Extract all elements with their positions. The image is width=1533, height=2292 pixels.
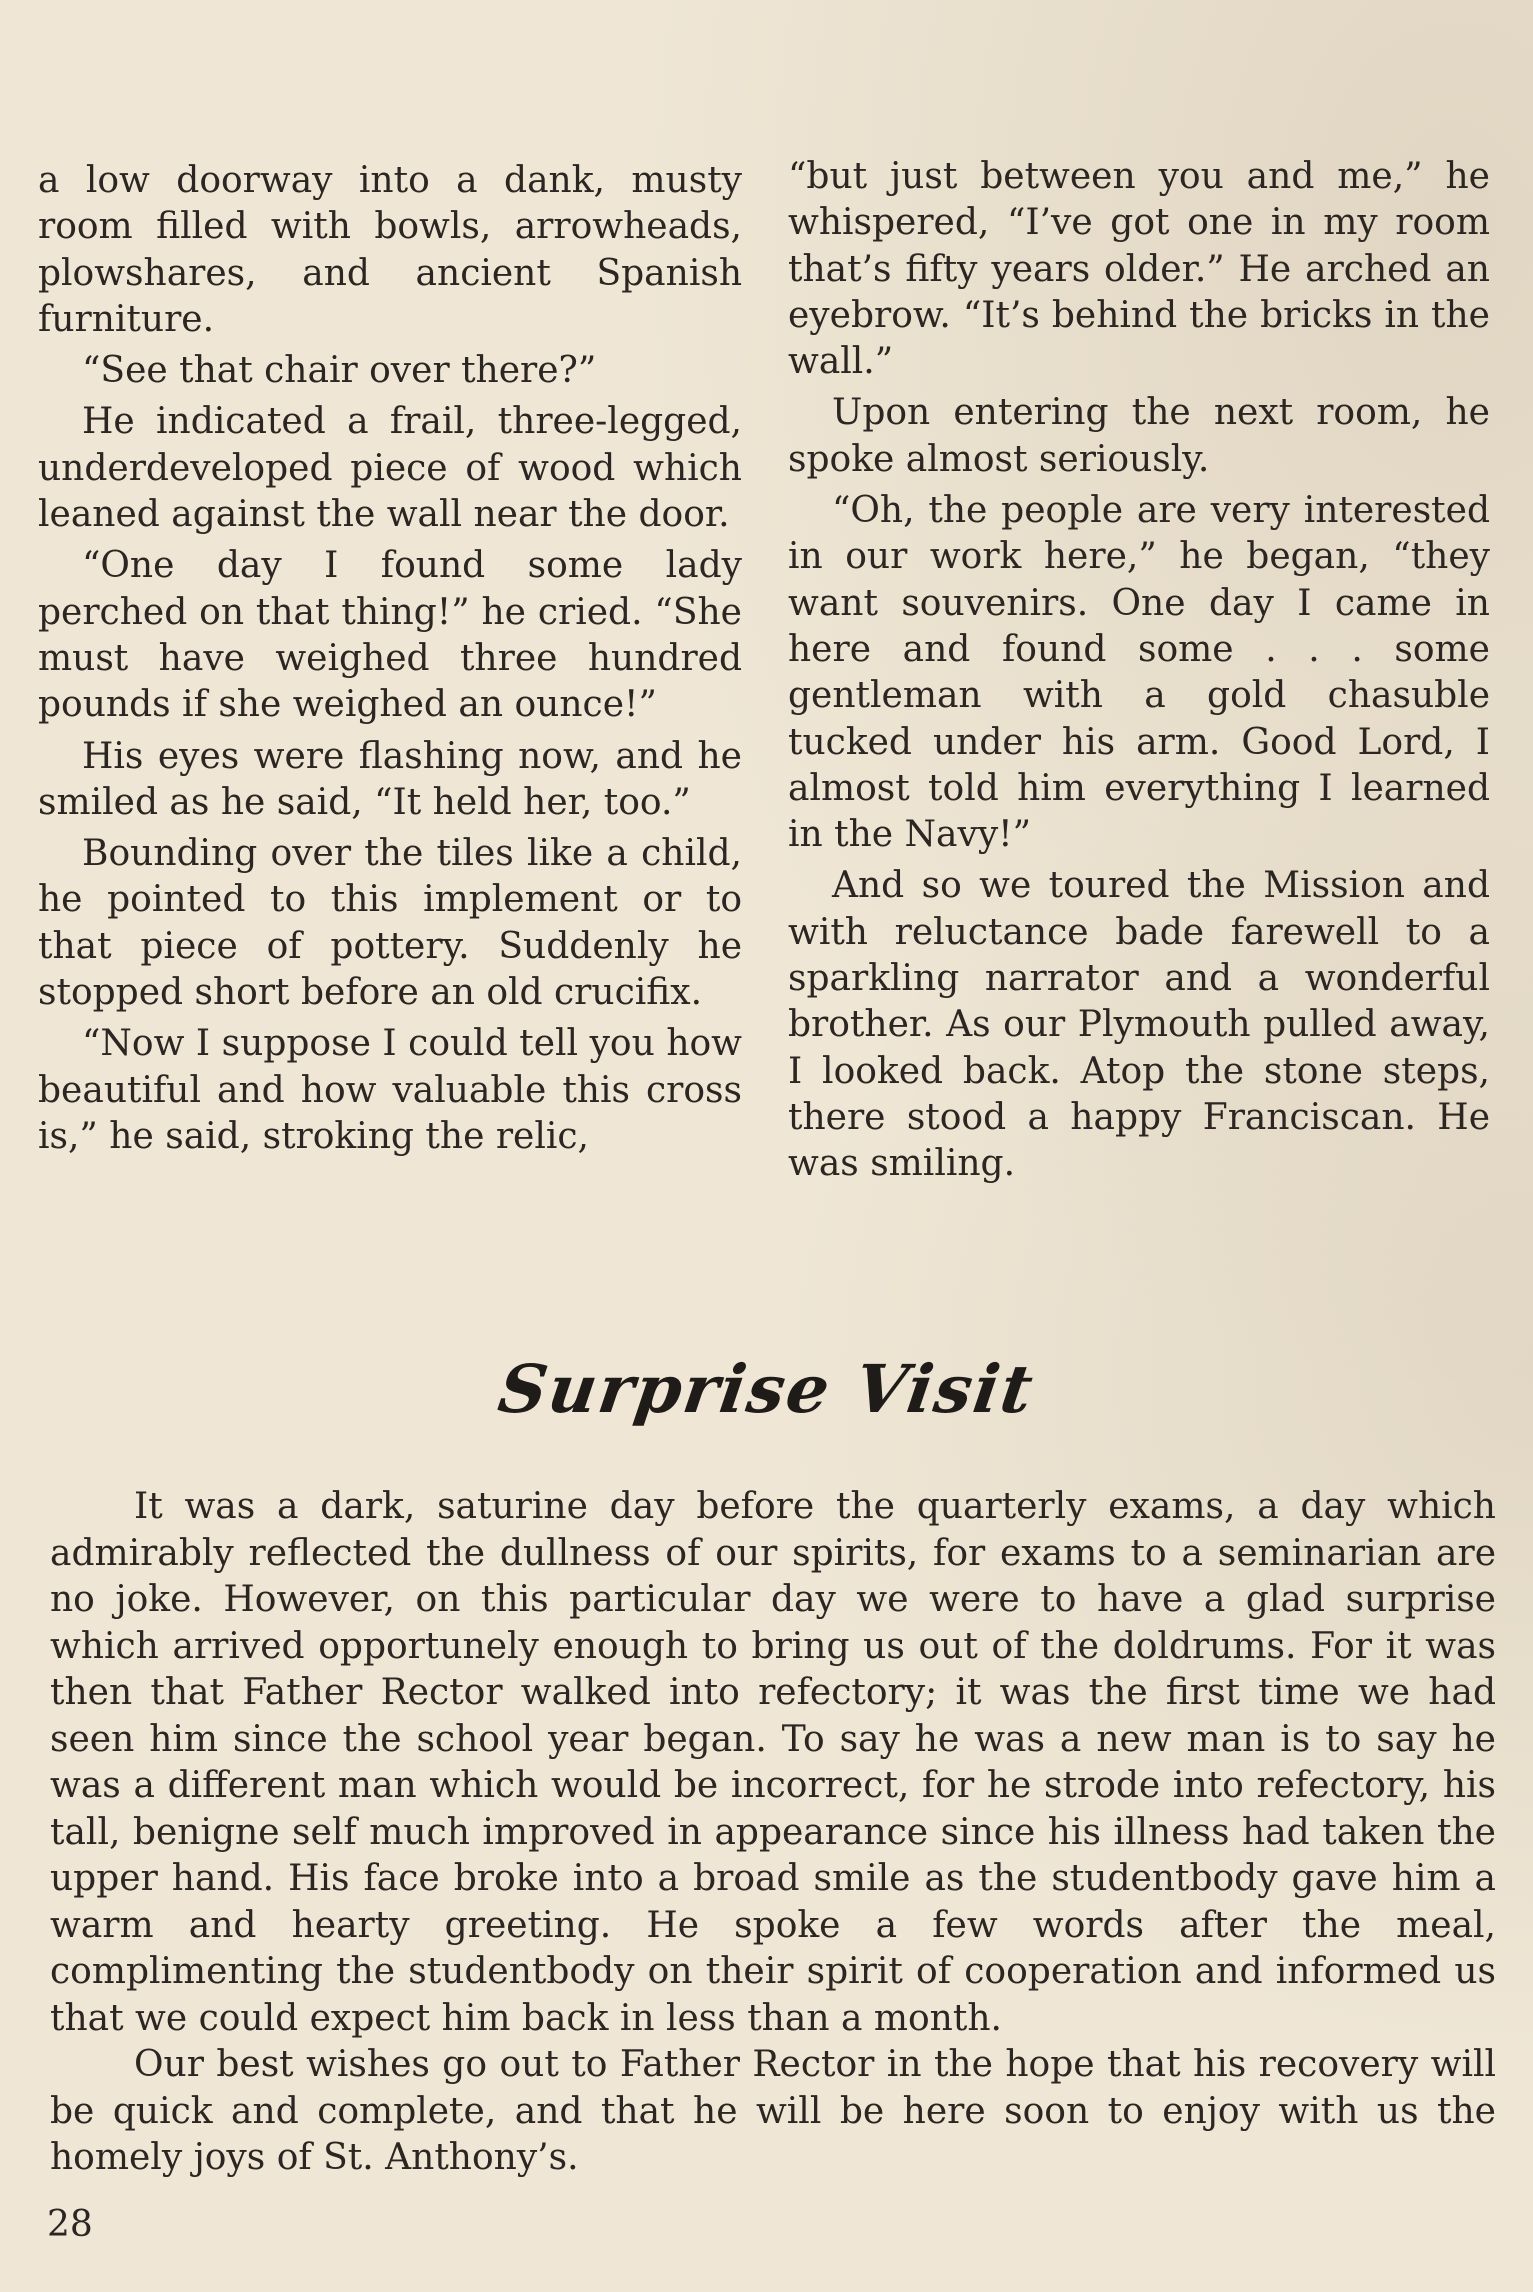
right-column: [788, 154, 1490, 1193]
paragraph: And so we toured the Mission and with reluctance bade farewell to a sparkling narrator and a wonderful brother. As our Plymouth pulled away, I looked back. Atop the stone steps, there stood a happy Franciscan. He was smiling.: [788, 865, 1490, 1185]
section-heading: Surprise Visit: [493, 1350, 1040, 1428]
paragraph: “Oh, the people are very interested in our work here,” he began, “they want souvenirs. One day I came in here and found some . . . some gentleman with a gold chasuble tucked under his arm. Good Lord, I almost told him everything I learned in the Navy!”: [788, 490, 1490, 856]
left-column: [38, 158, 742, 1165]
paragraph: “One day I found some lady perched on that thing!” he cried. “She must have weighed three hundred pounds if she weighed an ounce!”: [38, 545, 742, 726]
paragraph: It was a dark, saturine day before the quarterly exams, a day which admirably reflected the dullness of our spirits, for exams to a seminarian are no joke. However, on this particular day we were to have a glad surprise which arrived opportunely enough to bring us out of the doldrums. For it was then that Father Rector walked into refectory; it was the first time we had seen him since the school year began. To say he was a new man is to say he was a different man which would be incorrect, for he strode into refectory, his tall, benigne self much improved in appearance since his illness had taken the upper hand. His face broke into a broad smile as the studentbody gave him a warm and hearty greeting. He spoke a few words after the meal, complimenting the studentbody on their spirit of cooperation and informed us that we could expect him back in less than a month.: [50, 1486, 1496, 2039]
paragraph: His eyes were flashing now, and he smiled as he said, “It held her, too.”: [38, 735, 742, 823]
paragraph: He indicated a frail, three-legged, underdeveloped piece of wood which leaned against the wall near the door.: [38, 401, 742, 536]
story-body: [50, 1484, 1496, 2182]
paragraph: “Now I suppose I could tell you how beautiful and how valuable this cross is,” he said, stroking the relic,: [38, 1023, 742, 1157]
paragraph: “but just between you and me,” he whispered, “I’ve got one in my room that’s fifty years older.” He arched an eyebrow. “It’s behind the bricks in the wall.”: [788, 156, 1490, 383]
paragraph: Bounding over the tiles like a child, he pointed to this implement or to that piece of pottery. Suddenly he stopped short before an old crucifix.: [38, 833, 742, 1014]
paragraph: Upon entering the next room, he spoke almost seriously.: [788, 392, 1490, 480]
paragraph: “See that chair over there?”: [82, 350, 597, 392]
paragraph: Our best wishes go out to Father Rector in the hope that his recovery will be quick and complete, and that he will be here soon to enjoy with us the homely joys of St. Anthony’s.: [50, 2044, 1496, 2178]
page-number: 28: [47, 2204, 93, 2245]
paragraph: a low doorway into a dank, musty room filled with bowls, arrowheads, plowshares, and ancient Spanish furniture.: [38, 160, 742, 340]
